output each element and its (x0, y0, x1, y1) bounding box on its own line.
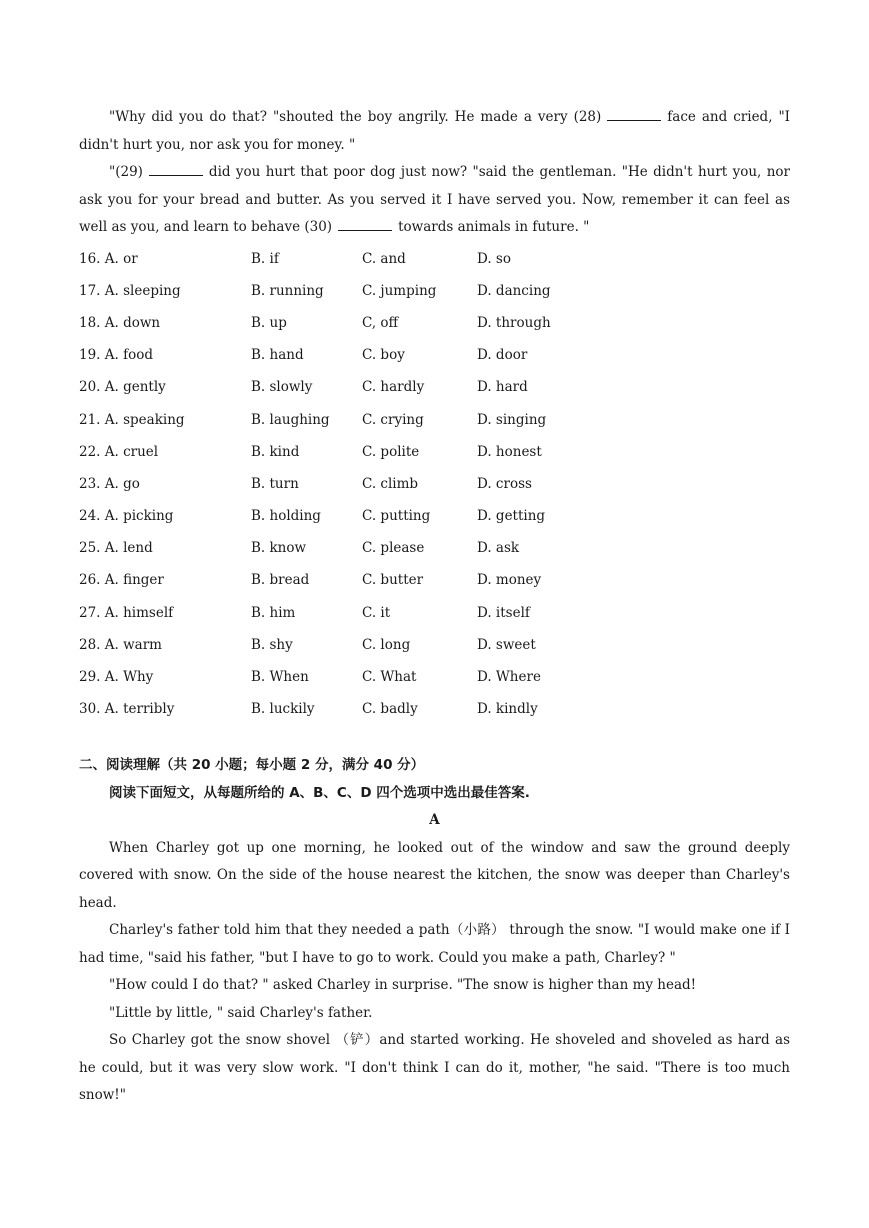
option-c: C. polite (362, 443, 420, 460)
cloze-text: face and cried, "I didn't hurt you, nor ask you for money. " (79, 109, 791, 153)
option-row (79, 597, 790, 629)
option-b: B. up (251, 314, 287, 331)
option-d: D. hard (477, 379, 528, 396)
option-c: C. and (362, 250, 406, 267)
blank-29 (149, 161, 203, 176)
option-c: C. What (362, 669, 417, 686)
option-b: B. When (251, 669, 309, 686)
option-row (79, 275, 790, 307)
passage-paragraph: When Charley got up one morning, he looked out of the window and saw the ground deeply covered with snow. On the side of the house nearest the kitchen, the snow was deeper than Charley's head. (79, 839, 790, 911)
option-c: C. please (362, 540, 425, 557)
option-d: D. getting (477, 508, 546, 525)
blank-30 (338, 216, 392, 231)
option-d: D. kindly (477, 701, 538, 718)
option-d: D. through (477, 314, 551, 331)
option-b: B. slowly (251, 379, 313, 396)
option-a: 30. A. terribly (79, 701, 175, 718)
option-a: 24. A. picking (79, 508, 174, 525)
option-c: C. long (362, 636, 411, 653)
cloze-text: did you hurt that poor dog just now? "said the gentleman. "He didn't hurt you, nor ask you for your bread and butter. As you served it I have served you. Now, remember it can feel as well as you, and learn to behave (30) (79, 164, 790, 235)
option-row (79, 339, 790, 371)
cloze-paragraph-29 (79, 159, 790, 242)
section-title: 二、阅读理解（共 20 小题；每小题 2 分，满分 40 分） (79, 757, 425, 774)
passage-paragraph: "How could I do that? " asked Charley in surprise. "The snow is higher than my head! (109, 977, 697, 994)
option-row (79, 436, 790, 468)
option-a: 27. A. himself (79, 604, 174, 621)
option-row (79, 564, 790, 596)
option-b: B. him (251, 604, 296, 621)
option-b: B. luckily (251, 701, 315, 718)
option-a: 26. A. finger (79, 572, 164, 589)
passage-letter: A (429, 812, 440, 829)
option-c: C. putting (362, 508, 431, 525)
option-row (79, 307, 790, 339)
option-d: D. sweet (477, 636, 536, 653)
option-row (79, 629, 790, 661)
option-row (79, 371, 790, 403)
passage-paragraph: Charley's father told him that they needed a path（小路） through the snow. "I would make one if I had time, "said his father, "but I have to go to work. Could you make a path, Charley? " (79, 922, 790, 966)
option-b: B. turn (251, 475, 299, 492)
blank-28 (607, 106, 661, 121)
passage-paragraph: "Little by little, " said Charley's father. (109, 1004, 373, 1021)
option-b: B. know (251, 540, 307, 557)
option-row (79, 500, 790, 532)
option-c: C. it (362, 604, 391, 621)
option-b: B. running (251, 282, 324, 299)
option-a: 16. A. or (79, 250, 138, 267)
section-instruction: 阅读下面短文，从每题所给的 A、B、C、D 四个选项中选出最佳答案. (109, 784, 530, 801)
cloze-text: "Why did you do that? "shouted the boy angrily. He made a very (28) (109, 109, 602, 125)
option-a: 25. A. lend (79, 540, 153, 557)
option-b: B. bread (251, 572, 310, 589)
cloze-text: towards animals in future. " (398, 219, 590, 235)
option-a: 23. A. go (79, 475, 140, 492)
option-row (79, 468, 790, 500)
option-b: B. shy (251, 636, 293, 653)
option-b: B. if (251, 250, 279, 267)
cloze-paragraph-28 (79, 104, 790, 159)
option-row (79, 243, 790, 275)
options-list (79, 243, 790, 726)
option-d: D. Where (477, 669, 541, 686)
option-b: B. laughing (251, 411, 330, 428)
option-c: C. crying (362, 411, 424, 428)
option-d: D. so (477, 250, 511, 267)
option-a: 20. A. gently (79, 379, 166, 396)
option-row (79, 403, 790, 435)
option-b: B. kind (251, 443, 300, 460)
option-c: C. jumping (362, 282, 437, 299)
option-row (79, 532, 790, 564)
option-c: C. hardly (362, 379, 425, 396)
option-a: 17. A. sleeping (79, 282, 181, 299)
option-d: D. money (477, 572, 542, 589)
option-a: 21. A. speaking (79, 411, 185, 428)
option-a: 19. A. food (79, 347, 153, 364)
option-a: 29. A. Why (79, 669, 154, 686)
option-d: D. itself (477, 604, 530, 621)
option-c: C. butter (362, 572, 424, 589)
option-d: D. dancing (477, 282, 551, 299)
option-b: B. hand (251, 347, 304, 364)
option-c: C. climb (362, 475, 419, 492)
cloze-text: "(29) (109, 164, 143, 180)
option-c: C. badly (362, 701, 418, 718)
option-a: 18. A. down (79, 314, 161, 331)
option-a: 28. A. warm (79, 636, 162, 653)
option-b: B. holding (251, 508, 321, 525)
option-c: C, off (362, 314, 399, 331)
document-page (79, 104, 790, 1110)
option-d: D. honest (477, 443, 542, 460)
option-d: D. singing (477, 411, 547, 428)
passage-paragraph: So Charley got the snow shovel （铲）and started working. He shoveled and shoveled as hard as he could, but it was very slow work. "I don't think I can do it, mother, "he said. "There is too much snow!" (79, 1032, 790, 1104)
option-d: D. cross (477, 475, 532, 492)
option-c: C. boy (362, 347, 405, 364)
option-d: D. door (477, 347, 528, 364)
option-row (79, 693, 790, 725)
option-d: D. ask (477, 540, 520, 557)
option-a: 22. A. cruel (79, 443, 159, 460)
option-row (79, 661, 790, 693)
